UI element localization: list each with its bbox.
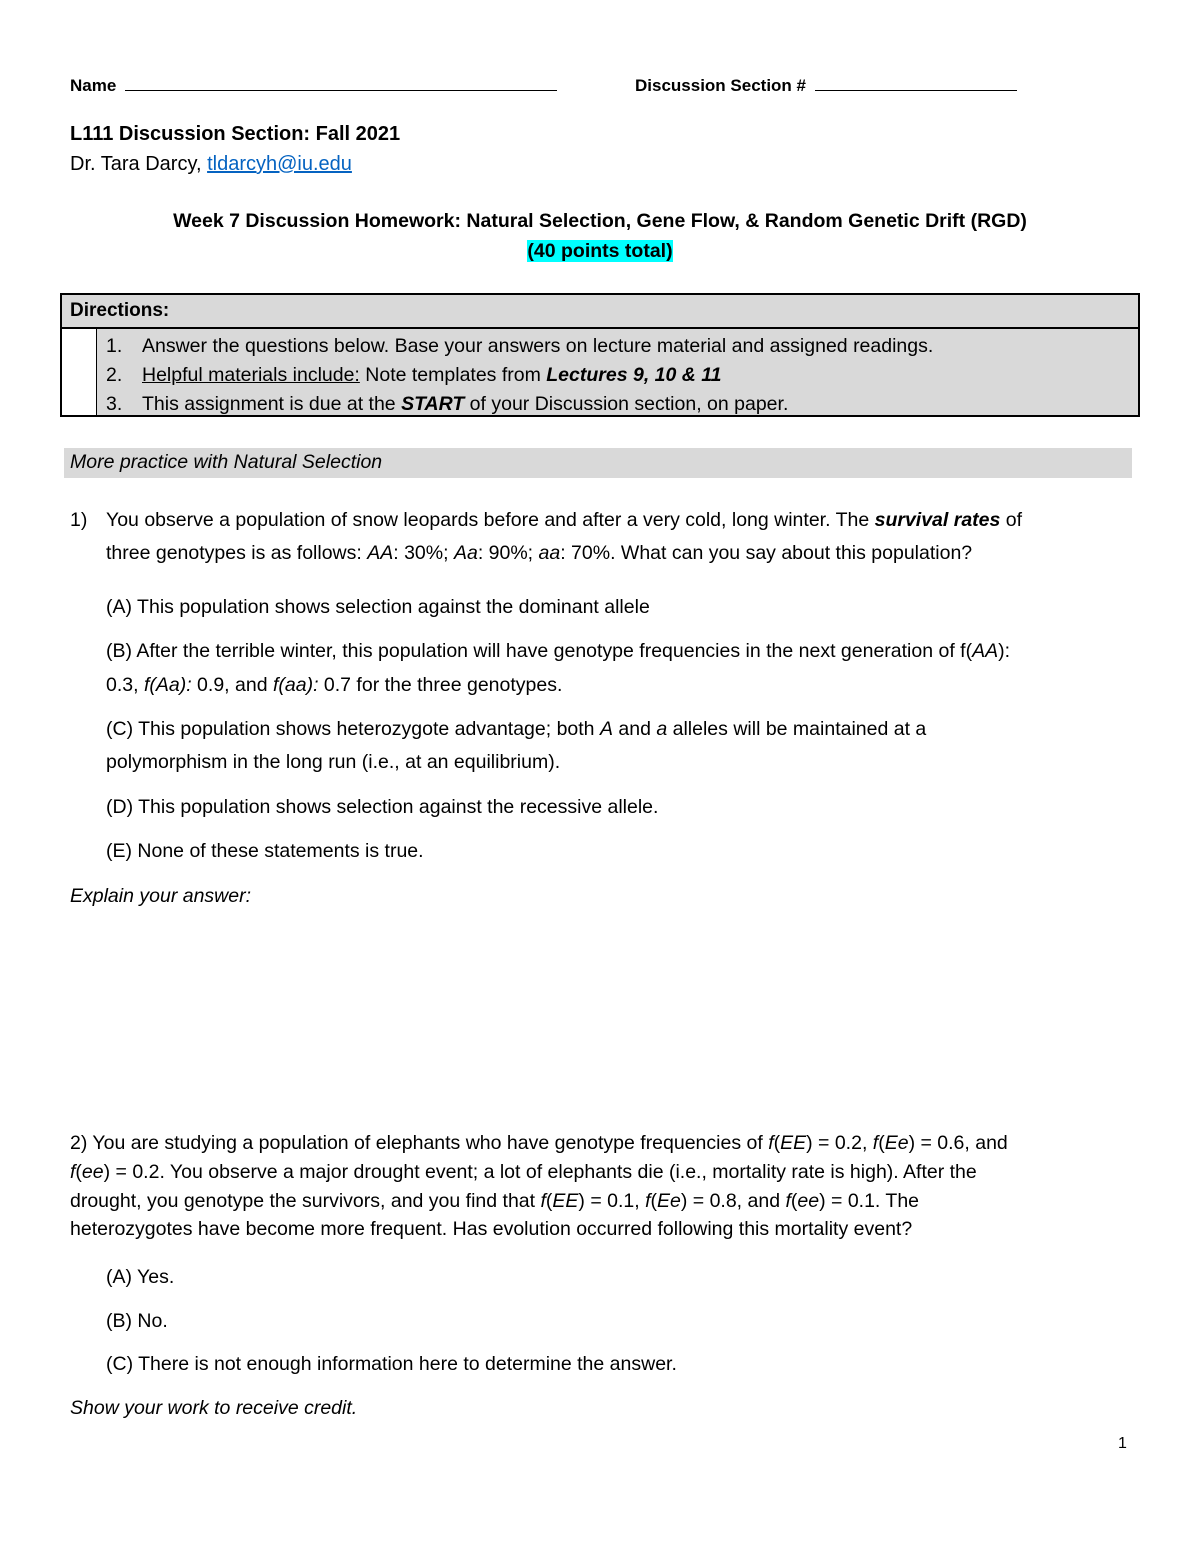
- instructor-line: [70, 153, 352, 176]
- q1-text: : 90%;: [477, 542, 539, 564]
- f-symbol: f: [785, 1190, 791, 1212]
- genotype-EE: EE: [780, 1132, 807, 1154]
- direction-text: [142, 393, 788, 416]
- q1-option-c-line-2: polymorphism in the long run (i.e., at an equilibrium).: [106, 751, 561, 773]
- genotype-Aa: Aa: [453, 542, 478, 564]
- q2-text: (: [878, 1132, 885, 1154]
- q1-option-text: (B) After the terrible winter, this population will have genotype frequencies in the next generation of f(: [106, 640, 973, 662]
- allele-a: a: [656, 718, 668, 740]
- name-blank[interactable]: [125, 74, 557, 91]
- q1-number: 1): [70, 509, 88, 531]
- q2-text: (: [773, 1132, 781, 1154]
- q2-show-work-prompt: Show your work to receive credit.: [70, 1397, 358, 1419]
- direction-plain-text-after: of your Discussion section, on paper.: [464, 393, 789, 415]
- direction-text: Answer the questions below. Base your answers on lecture material and assigned readings.: [142, 335, 934, 357]
- q1-option-text: 0.3,: [106, 674, 144, 696]
- q2-option-a[interactable]: (A) Yes.: [106, 1266, 175, 1288]
- q2-text: (: [75, 1161, 82, 1183]
- q1-text: : 30%;: [393, 542, 454, 564]
- direction-plain-text: Note templates from: [359, 364, 547, 386]
- f-symbol: f: [70, 1161, 76, 1183]
- q1-text: You observe a population of snow leopards before and after a very cold, long winter. The: [106, 509, 875, 531]
- q2-text: ) = 0.1. The: [819, 1190, 920, 1212]
- genotype-Ee: Ee: [884, 1132, 909, 1154]
- q1-option-text: ):: [998, 640, 1011, 662]
- directions-left-column: [62, 329, 97, 415]
- q1-line-1: [106, 509, 1022, 532]
- discussion-section-blank[interactable]: [815, 74, 1017, 91]
- q1-option-c[interactable]: [106, 718, 926, 741]
- f-symbol: f: [872, 1132, 879, 1154]
- f-symbol: f: [540, 1190, 546, 1212]
- directions-heading: Directions:: [62, 295, 1138, 329]
- q2-text: ) = 0.1,: [578, 1190, 646, 1212]
- directions-box: [60, 293, 1140, 417]
- q2-text: (: [790, 1190, 798, 1212]
- q2-text: 2) You are studying a population of elephants who have genotype frequencies of: [70, 1132, 769, 1154]
- points-line: [0, 240, 1200, 263]
- direction-number: 3.: [106, 393, 123, 415]
- q2-text: (: [545, 1190, 553, 1212]
- q2-text: ) = 0.2,: [806, 1132, 873, 1154]
- q2-option-c[interactable]: (C) There is not enough information here to determine the answer.: [106, 1353, 677, 1375]
- q1-option-e[interactable]: (E) None of these statements is true.: [106, 840, 424, 862]
- discussion-section-line: [635, 74, 1017, 96]
- q1-option-text: alleles will be maintained at a: [667, 718, 927, 740]
- genotype-ee: ee: [797, 1190, 820, 1212]
- q1-text: of: [1000, 509, 1023, 531]
- start-emphasis: START: [401, 393, 465, 415]
- name-line: [70, 74, 557, 96]
- survival-rates-emphasis: survival rates: [874, 509, 1001, 531]
- q2-text: (: [650, 1190, 657, 1212]
- direction-text: [142, 364, 722, 387]
- frequency-Aa: f(Aa):: [143, 674, 192, 696]
- f-symbol: f: [768, 1132, 774, 1154]
- q1-option-text: and: [612, 718, 657, 740]
- instructor-email-link[interactable]: tldarcyh@iu.edu: [207, 153, 352, 175]
- q1-explain-prompt: Explain your answer:: [70, 885, 252, 907]
- q1-option-text: 0.7 for the three genotypes.: [318, 674, 563, 696]
- q1-option-d[interactable]: (D) This population shows selection against the recessive allele.: [106, 796, 659, 818]
- direction-number: 1.: [106, 335, 123, 357]
- q1-text: : 70%. What can you say about this population?: [560, 542, 973, 564]
- genotype-AA: AA: [367, 542, 394, 564]
- genotype-Ee: Ee: [657, 1190, 681, 1212]
- q1-option-b-line-2: [106, 674, 562, 697]
- q2-text: ) = 0.6, and: [908, 1132, 1008, 1154]
- section-header-bar: [64, 448, 1132, 478]
- direction-underlined-text: Helpful materials include:: [142, 364, 360, 386]
- genotype-AA: AA: [972, 640, 999, 662]
- q2-text: ) = 0.8, and: [680, 1190, 786, 1212]
- genotype-ee: ee: [81, 1161, 104, 1183]
- q1-option-a[interactable]: (A) This population shows selection against the dominant allele: [106, 596, 650, 618]
- direction-plain-text: This assignment is due at the: [142, 393, 402, 415]
- q1-option-text: (C) This population shows heterozygote advantage; both: [106, 718, 600, 740]
- direction-number: 2.: [106, 364, 123, 386]
- frequency-aa: f(aa):: [272, 674, 319, 696]
- q1-option-text: 0.9, and: [191, 674, 273, 696]
- q2-line-2: [70, 1161, 977, 1184]
- q2-line-1: [70, 1132, 1008, 1155]
- lectures-emphasis: Lectures 9, 10 & 11: [546, 364, 722, 386]
- instructor-name: Dr. Tara Darcy,: [70, 153, 202, 175]
- discussion-section-label: Discussion Section #: [635, 76, 806, 95]
- q2-text: ) = 0.2. You observe a major drought event; a lot of elephants die (i.e., mortality rate is high). After the: [103, 1161, 977, 1183]
- f-symbol: f: [645, 1190, 651, 1212]
- q2-line-4: heterozygotes have become more frequent. Has evolution occurred following this mortality event?: [70, 1218, 913, 1240]
- genotype-aa: aa: [538, 542, 561, 564]
- points-total: (40 points total): [527, 240, 673, 262]
- q2-text: drought, you genotype the survivors, and you find that: [70, 1190, 541, 1212]
- section-title: More practice with Natural Selection: [70, 451, 383, 473]
- q2-line-3: [70, 1190, 919, 1213]
- assignment-title: Week 7 Discussion Homework: Natural Selection, Gene Flow, & Random Genetic Drift (RGD): [173, 210, 1027, 232]
- q2-option-b[interactable]: (B) No.: [106, 1310, 168, 1332]
- genotype-EE: EE: [552, 1190, 579, 1212]
- course-title: L111 Discussion Section: Fall 2021: [70, 123, 401, 145]
- q1-text: three genotypes is as follows:: [106, 542, 368, 564]
- page-number: 1: [1118, 1435, 1127, 1452]
- name-label: Name: [70, 76, 117, 95]
- q1-line-2: [106, 542, 972, 565]
- allele-A: A: [599, 718, 613, 740]
- q1-option-b[interactable]: [106, 640, 1010, 663]
